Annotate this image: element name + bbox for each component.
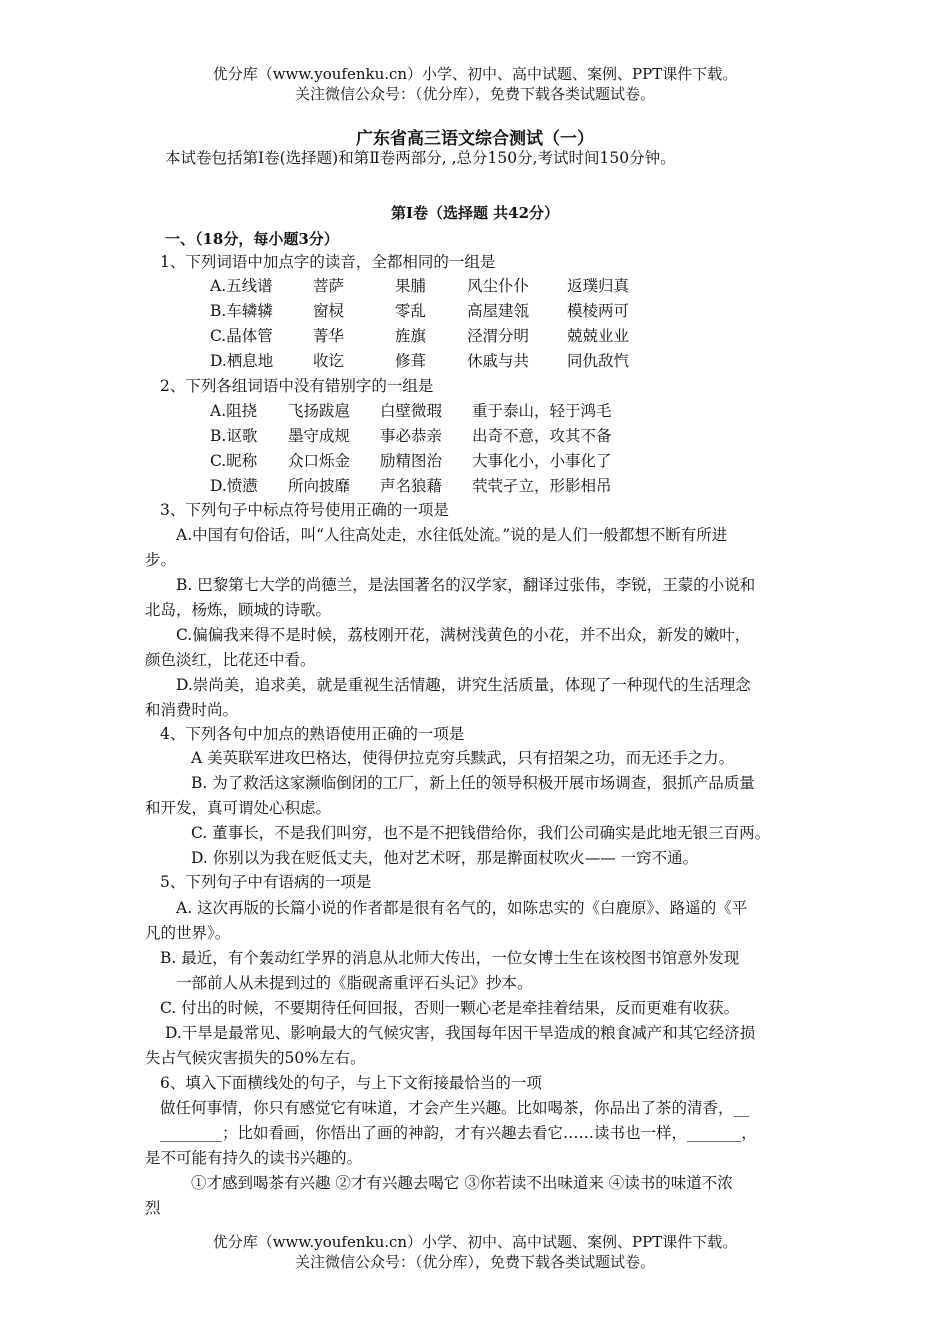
option-row [210,322,629,347]
option-word: 飞扬跋扈 [288,401,351,420]
question-5-stem: 5、下列句子中有语病的一项是 [160,873,372,891]
question-6-passage-line-2: ________；比如看画，你悟出了画的神韵，才有兴趣去看它……读书也一样，_______， [160,1124,757,1142]
option-row [210,447,612,472]
option-word: B.讴歌 [210,426,258,445]
option-word: 出奇不意，攻其不备 [472,426,612,445]
option-row [210,347,629,372]
question-3-option-d: D.崇尚美，追求美，就是重视生活情趣，讲究生活质量，体现了一种现代的生活理念 [176,676,751,694]
option-word: D.愤懑 [210,476,258,495]
question-6-choices-cont: 烈 [145,1199,161,1217]
question-3-option-c: C.偏偏我来得不是时候，荔枝刚开花，满树浅黄色的小花，并不出众，新发的嫩叶， [176,626,751,644]
option-word: 众口烁金 [288,451,351,470]
question-3-option-d-cont: 和消费时尚。 [145,701,239,719]
option-word: 收讫 [313,351,345,370]
question-3-option-a-cont: 步。 [145,551,177,569]
option-word: 零乱 [395,301,427,320]
option-word: C.晶体管 [210,326,273,345]
option-word: 风尘仆仆 [467,276,530,295]
option-word: D.栖息地 [210,351,274,370]
question-6-passage-line-1: 做任何事情，你只有感觉它有味道，才会产生兴趣。比如喝茶，你品出了茶的清香，__ [160,1099,750,1117]
question-3-option-c-cont: 颜色淡红，比花还中看。 [145,651,316,669]
question-4-option-b-cont: 和开发，真可谓处心积虑。 [145,799,332,817]
option-word: 事必恭亲 [380,426,443,445]
option-word: 模棱两可 [567,301,630,320]
question-5-option-a-cont: 凡的世界》。 [145,924,231,942]
question-3-option-a: A.中国有句俗话，叫“人往高处走，水往低处流。”说的是人们一般都想不断有所进 [176,526,728,544]
option-word: 大事化小，小事化了 [472,451,612,470]
option-word: 重于泰山，轻于鸿毛 [472,401,612,420]
option-word: 修葺 [395,351,427,370]
question-5-option-d-cont: 失占气候灾害损失的50%左右。 [145,1049,366,1067]
option-word: 白壁微瑕 [380,401,443,420]
option-word: 声名狼藉 [380,476,443,495]
option-word: 返璞归真 [567,276,630,295]
footer-line-1: 优分库（www.youfenku.cn）小学、初中、高中试题、案例、PPT课件下载。 [212,1233,738,1251]
question-2-stem: 2、下列各组词语中没有错别字的一组是 [160,377,434,395]
question-5-option-d: D.干旱是最常见、影响最大的气候灾害，我国每年因干旱造成的粮食减产和其它经济损 [165,1024,756,1042]
option-word: 休戚与共 [467,351,530,370]
question-6-passage-line-3: 是不可能有持久的读书兴趣的。 [145,1149,363,1167]
question-3-stem: 3、下列句子中标点符号使用正确的一项是 [160,501,449,519]
header-line-1: 优分库（www.youfenku.cn）小学、初中、高中试题、案例、PPT课件下载。 [212,65,738,83]
option-word: B.车辚辚 [210,301,273,320]
option-row [210,397,612,422]
option-word: 同仇敌忾 [567,351,630,370]
question-5-option-c: C. 付出的时候，不要期待任何回报，否则一颗心老是牵挂着结果，反而更难有收获。 [160,999,740,1017]
footer-line-2: 关注微信公众号：（优分库），免费下载各类试题试卷。 [294,1253,655,1271]
question-4-stem: 4、下列各句中加点的熟语使用正确的一项是 [160,725,465,743]
question-5-option-b: B. 最近，有个轰动红学界的消息从北师大传出，一位女博士生在该校图书馆意外发现 [160,949,740,967]
option-word: 高屋建瓴 [467,301,530,320]
option-word: 果脯 [395,276,427,295]
option-word: 兢兢业业 [567,326,630,345]
question-5-option-b-cont: 一部前人从未提到过的《脂砚斋重评石头记》抄本。 [176,974,533,992]
question-4-option-a: A 美英联军进攻巴格达，使得伊拉克穷兵黩武，只有招架之功，而无还手之力。 [191,749,735,767]
option-word: 所向披靡 [288,476,351,495]
option-word: 泾渭分明 [467,326,530,345]
option-row [210,472,612,497]
question-1-stem: 1、下列词语中加点字的读音，全都相同的一组是 [160,253,496,271]
question-1-options [210,272,629,372]
option-word: 窗棂 [313,301,345,320]
question-4-option-b: B. 为了救活这家濒临倒闭的工厂，新上任的领导积极开展市场调查，狠抓产品质量 [191,774,755,792]
section-heading: 一、（18分，每小题3分） [165,230,339,248]
volume-heading: 第Ⅰ卷（选择题 共42分） [390,204,560,222]
question-5-option-a: A. 这次再版的长篇小说的作者都是很有名气的，如陈忠实的《白鹿原》、路遥的《平 [176,899,748,917]
header-line-2: 关注微信公众号：（优分库），免费下载各类试题试卷。 [294,85,655,103]
option-word: 励精图治 [380,451,443,470]
question-6-stem: 6、填入下面横线处的句子，与上下文衔接最恰当的一项 [160,1074,542,1092]
question-3-option-b-cont: 北岛，杨炼，顾城的诗歌。 [145,601,332,619]
option-word: A.五线谱 [210,276,273,295]
option-word: 菁华 [313,326,345,345]
question-4-option-c: C. 董事长，不是我们叫穷，也不是不把钱借给你，我们公司确实是此地无银三百两。 [191,824,771,842]
question-2-options [210,397,612,497]
option-row [210,272,629,297]
option-row [210,297,629,322]
page-title: 广东省高三语文综合测试（一） [356,129,594,149]
option-word: A.阻挠 [210,401,258,420]
option-word: 墨守成规 [288,426,351,445]
option-word: C.昵称 [210,451,258,470]
option-row [210,422,612,447]
intro-text: 本试卷包括第Ⅰ卷(选择题)和第Ⅱ卷两部分, ,总分150分,考试时间150分钟。 [165,149,676,167]
option-word: 茕茕孑立，形影相吊 [472,476,612,495]
question-4-option-d: D. 你别以为我在贬低丈夫，他对艺术呀，那是擀面杖吹火—— 一窍不通。 [191,849,699,867]
option-word: 旌旗 [395,326,427,345]
question-6-choices: ①才感到喝茶有兴趣 ②才有兴趣去喝它 ③你若读不出味道来 ④读书的味道不浓 [191,1174,733,1192]
option-word: 菩萨 [313,276,345,295]
question-3-option-b: B. 巴黎第七大学的尚德兰，是法国著名的汉学家，翻译过张伟，李锐，王蒙的小说和 [176,576,756,594]
